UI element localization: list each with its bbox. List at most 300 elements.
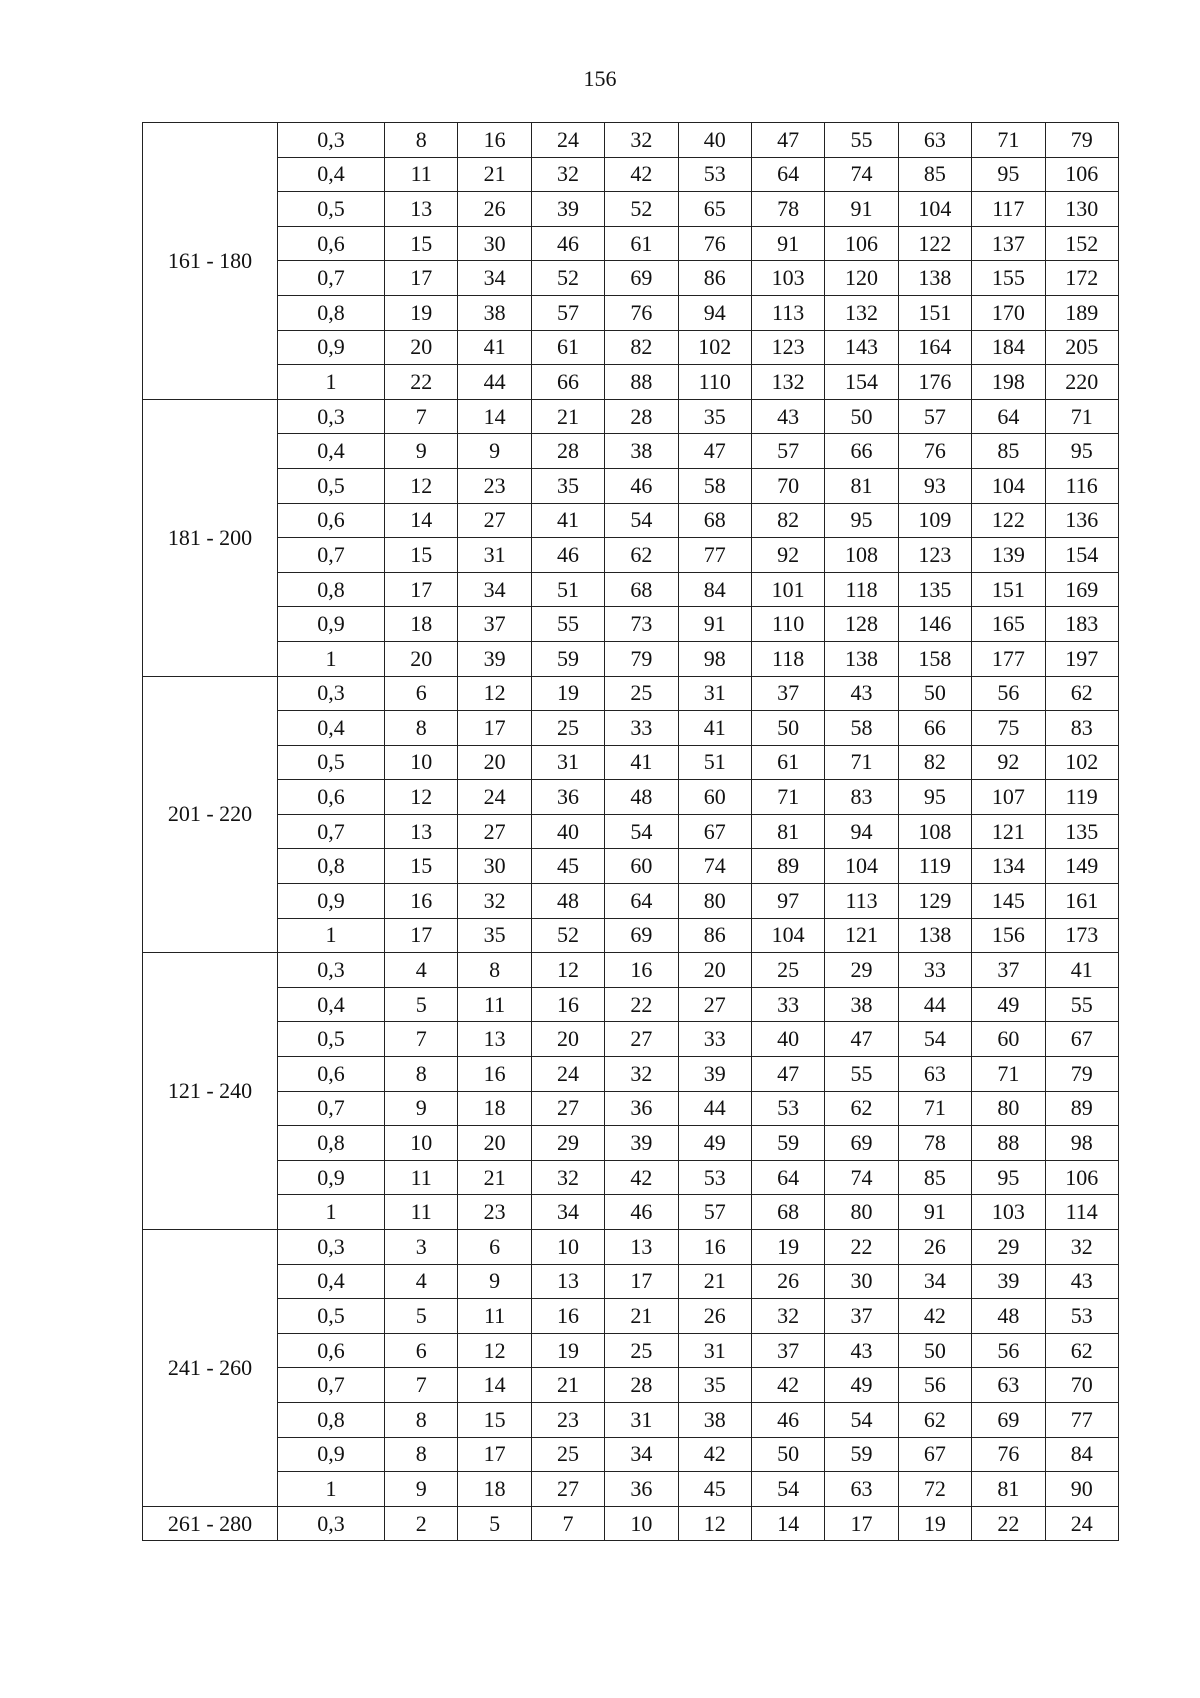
value-cell: 36 [531,780,604,815]
table-row [143,295,1119,330]
value-cell: 173 [1045,918,1118,953]
coefficient-cell: 0,5 [278,468,385,503]
value-cell: 32 [605,1057,678,1092]
value-cell: 7 [385,1368,458,1403]
value-cell: 65 [678,192,751,227]
value-cell: 30 [458,849,531,884]
value-cell: 103 [751,261,824,296]
coefficient-cell: 0,8 [278,295,385,330]
value-cell: 8 [385,1437,458,1472]
value-cell: 31 [678,1333,751,1368]
coefficient-cell: 0,7 [278,1368,385,1403]
value-cell: 43 [825,676,898,711]
value-cell: 18 [458,1091,531,1126]
value-cell: 8 [385,1057,458,1092]
value-cell: 79 [1045,1057,1118,1092]
table-row [143,849,1119,884]
value-cell: 91 [898,1195,971,1230]
value-cell: 50 [751,711,824,746]
value-cell: 34 [458,572,531,607]
value-cell: 67 [678,814,751,849]
value-cell: 27 [458,814,531,849]
value-cell: 81 [751,814,824,849]
value-cell: 22 [972,1506,1045,1541]
value-cell: 18 [385,607,458,642]
table-row [143,399,1119,434]
value-cell: 42 [605,157,678,192]
table-row [143,780,1119,815]
value-cell: 43 [751,399,824,434]
value-cell: 120 [825,261,898,296]
value-cell: 151 [898,295,971,330]
table-row [143,123,1119,158]
value-cell: 78 [751,192,824,227]
value-cell: 9 [385,1091,458,1126]
value-cell: 59 [825,1437,898,1472]
value-cell: 75 [972,711,1045,746]
value-cell: 52 [531,261,604,296]
table-row [143,1299,1119,1334]
value-cell: 110 [751,607,824,642]
table-row [143,365,1119,400]
coefficient-cell: 0,9 [278,1160,385,1195]
value-cell: 12 [458,1333,531,1368]
table-row [143,607,1119,642]
value-cell: 20 [385,641,458,676]
coefficient-cell: 0,6 [278,226,385,261]
value-cell: 39 [605,1126,678,1161]
value-cell: 31 [678,676,751,711]
coefficient-cell: 0,5 [278,745,385,780]
table-row [143,192,1119,227]
value-cell: 11 [458,987,531,1022]
value-cell: 49 [972,987,1045,1022]
value-cell: 89 [1045,1091,1118,1126]
value-cell: 220 [1045,365,1118,400]
value-cell: 110 [678,365,751,400]
value-cell: 135 [1045,814,1118,849]
value-cell: 31 [605,1402,678,1437]
value-cell: 19 [898,1506,971,1541]
value-cell: 17 [825,1506,898,1541]
value-cell: 169 [1045,572,1118,607]
value-cell: 189 [1045,295,1118,330]
value-cell: 69 [972,1402,1045,1437]
value-cell: 16 [458,1057,531,1092]
table-row [143,434,1119,469]
value-cell: 54 [898,1022,971,1057]
value-cell: 82 [751,503,824,538]
value-cell: 138 [898,261,971,296]
value-cell: 10 [385,745,458,780]
value-cell: 132 [751,365,824,400]
coefficient-cell: 0,9 [278,330,385,365]
value-cell: 128 [825,607,898,642]
value-cell: 63 [898,123,971,158]
value-cell: 71 [1045,399,1118,434]
value-cell: 60 [972,1022,1045,1057]
value-cell: 46 [531,538,604,573]
value-cell: 16 [678,1230,751,1265]
table-row [143,1160,1119,1195]
value-cell: 82 [605,330,678,365]
coefficient-cell: 0,3 [278,399,385,434]
value-cell: 13 [605,1230,678,1265]
value-cell: 85 [972,434,1045,469]
value-cell: 57 [898,399,971,434]
value-cell: 95 [972,1160,1045,1195]
value-cell: 17 [605,1264,678,1299]
value-cell: 25 [605,1333,678,1368]
value-cell: 40 [678,123,751,158]
value-cell: 5 [385,1299,458,1334]
value-cell: 88 [972,1126,1045,1161]
coefficient-cell: 1 [278,641,385,676]
value-cell: 36 [605,1472,678,1507]
value-cell: 66 [898,711,971,746]
value-cell: 51 [678,745,751,780]
value-cell: 76 [972,1437,1045,1472]
value-cell: 198 [972,365,1045,400]
table-row [143,468,1119,503]
value-cell: 80 [972,1091,1045,1126]
value-cell: 62 [1045,1333,1118,1368]
coefficient-cell: 1 [278,1472,385,1507]
value-cell: 138 [825,641,898,676]
value-cell: 35 [531,468,604,503]
coefficient-cell: 1 [278,1195,385,1230]
value-cell: 67 [1045,1022,1118,1057]
value-cell: 15 [385,538,458,573]
table-row [143,1402,1119,1437]
value-cell: 9 [458,434,531,469]
value-cell: 71 [972,1057,1045,1092]
value-cell: 32 [605,123,678,158]
table-row [143,1472,1119,1507]
value-cell: 146 [898,607,971,642]
value-cell: 14 [458,1368,531,1403]
value-cell: 17 [458,711,531,746]
coefficient-cell: 0,5 [278,1022,385,1057]
value-cell: 57 [751,434,824,469]
table-row [143,1506,1119,1541]
value-cell: 71 [972,123,1045,158]
value-cell: 24 [458,780,531,815]
value-cell: 95 [972,157,1045,192]
range-cell: 181 - 200 [143,399,278,676]
value-cell: 16 [458,123,531,158]
value-cell: 82 [898,745,971,780]
value-cell: 104 [825,849,898,884]
value-cell: 85 [898,1160,971,1195]
value-cell: 97 [751,884,824,919]
value-cell: 89 [751,849,824,884]
value-cell: 54 [605,814,678,849]
value-cell: 86 [678,918,751,953]
value-cell: 32 [531,1160,604,1195]
value-cell: 98 [678,641,751,676]
value-cell: 86 [678,261,751,296]
value-cell: 52 [531,918,604,953]
value-cell: 46 [605,468,678,503]
value-cell: 32 [458,884,531,919]
value-cell: 143 [825,330,898,365]
value-cell: 52 [605,192,678,227]
value-cell: 107 [972,780,1045,815]
value-cell: 66 [531,365,604,400]
value-cell: 104 [972,468,1045,503]
value-cell: 45 [678,1472,751,1507]
value-cell: 71 [751,780,824,815]
value-cell: 80 [825,1195,898,1230]
value-cell: 24 [531,123,604,158]
value-cell: 104 [898,192,971,227]
coefficient-cell: 0,6 [278,1057,385,1092]
value-cell: 95 [825,503,898,538]
value-cell: 37 [751,676,824,711]
value-cell: 54 [605,503,678,538]
table-row [143,330,1119,365]
coefficient-cell: 0,7 [278,261,385,296]
coefficient-cell: 0,9 [278,607,385,642]
value-cell: 27 [531,1091,604,1126]
value-cell: 72 [898,1472,971,1507]
value-cell: 137 [972,226,1045,261]
value-cell: 50 [825,399,898,434]
value-cell: 91 [751,226,824,261]
value-cell: 7 [531,1506,604,1541]
value-cell: 70 [1045,1368,1118,1403]
value-cell: 31 [458,538,531,573]
value-cell: 11 [385,1195,458,1230]
value-cell: 53 [678,157,751,192]
value-cell: 80 [678,884,751,919]
value-cell: 77 [678,538,751,573]
coefficient-cell: 0,3 [278,1230,385,1265]
value-cell: 62 [605,538,678,573]
value-cell: 106 [1045,157,1118,192]
value-cell: 17 [458,1437,531,1472]
value-cell: 24 [531,1057,604,1092]
coefficient-cell: 0,3 [278,953,385,988]
value-cell: 177 [972,641,1045,676]
value-cell: 12 [385,468,458,503]
table-row [143,918,1119,953]
value-cell: 17 [385,261,458,296]
range-cell: 161 - 180 [143,123,278,400]
value-cell: 8 [385,711,458,746]
range-cell: 241 - 260 [143,1230,278,1507]
value-cell: 102 [678,330,751,365]
value-cell: 19 [531,676,604,711]
value-cell: 55 [825,123,898,158]
value-cell: 19 [751,1230,824,1265]
value-cell: 14 [751,1506,824,1541]
table-row [143,711,1119,746]
value-cell: 9 [385,434,458,469]
value-cell: 46 [605,1195,678,1230]
value-cell: 22 [605,987,678,1022]
value-cell: 152 [1045,226,1118,261]
value-cell: 156 [972,918,1045,953]
value-cell: 184 [972,330,1045,365]
value-cell: 50 [751,1437,824,1472]
value-cell: 51 [531,572,604,607]
value-cell: 101 [751,572,824,607]
coefficient-cell: 0,9 [278,884,385,919]
value-cell: 93 [898,468,971,503]
coefficient-cell: 0,8 [278,1402,385,1437]
value-cell: 14 [385,503,458,538]
value-cell: 60 [678,780,751,815]
coefficient-cell: 0,6 [278,780,385,815]
coefficient-cell: 0,4 [278,1264,385,1299]
value-cell: 20 [458,1126,531,1161]
value-cell: 118 [825,572,898,607]
value-cell: 43 [825,1333,898,1368]
value-cell: 39 [972,1264,1045,1299]
value-cell: 26 [898,1230,971,1265]
coefficient-cell: 1 [278,918,385,953]
coefficient-cell: 0,7 [278,1091,385,1126]
value-cell: 23 [531,1402,604,1437]
coefficient-cell: 0,4 [278,434,385,469]
value-cell: 42 [678,1437,751,1472]
value-cell: 98 [1045,1126,1118,1161]
value-cell: 113 [825,884,898,919]
value-cell: 21 [678,1264,751,1299]
table-row [143,641,1119,676]
value-cell: 59 [751,1126,824,1161]
value-cell: 197 [1045,641,1118,676]
value-cell: 15 [458,1402,531,1437]
value-cell: 20 [531,1022,604,1057]
value-cell: 151 [972,572,1045,607]
value-cell: 16 [385,884,458,919]
value-cell: 9 [458,1264,531,1299]
value-cell: 41 [531,503,604,538]
value-cell: 21 [531,399,604,434]
value-cell: 16 [531,1299,604,1334]
value-cell: 5 [458,1506,531,1541]
coefficient-cell: 0,5 [278,192,385,227]
value-cell: 121 [972,814,1045,849]
value-cell: 38 [605,434,678,469]
value-cell: 85 [898,157,971,192]
value-cell: 76 [678,226,751,261]
value-cell: 92 [751,538,824,573]
coefficient-cell: 0,4 [278,711,385,746]
value-cell: 21 [458,157,531,192]
value-cell: 29 [531,1126,604,1161]
value-cell: 139 [972,538,1045,573]
value-cell: 21 [531,1368,604,1403]
value-cell: 4 [385,1264,458,1299]
value-cell: 47 [678,434,751,469]
value-cell: 164 [898,330,971,365]
value-cell: 27 [531,1472,604,1507]
value-cell: 119 [1045,780,1118,815]
range-cell: 201 - 220 [143,676,278,953]
value-cell: 41 [605,745,678,780]
value-cell: 34 [898,1264,971,1299]
value-cell: 17 [385,572,458,607]
value-cell: 21 [458,1160,531,1195]
value-cell: 47 [751,123,824,158]
value-cell: 13 [458,1022,531,1057]
table-row [143,226,1119,261]
value-cell: 91 [825,192,898,227]
value-cell: 154 [1045,538,1118,573]
value-cell: 8 [458,953,531,988]
value-cell: 71 [898,1091,971,1126]
value-cell: 77 [1045,1402,1118,1437]
value-cell: 16 [531,987,604,1022]
value-cell: 83 [825,780,898,815]
value-cell: 35 [678,399,751,434]
coefficient-cell: 0,8 [278,849,385,884]
value-cell: 57 [531,295,604,330]
value-cell: 6 [385,676,458,711]
value-cell: 44 [678,1091,751,1126]
value-cell: 63 [972,1368,1045,1403]
value-cell: 118 [751,641,824,676]
value-cell: 8 [385,123,458,158]
coefficient-cell: 0,3 [278,123,385,158]
value-cell: 74 [678,849,751,884]
value-cell: 69 [605,918,678,953]
value-cell: 64 [751,157,824,192]
value-cell: 44 [898,987,971,1022]
value-cell: 68 [678,503,751,538]
coefficient-cell: 1 [278,365,385,400]
value-cell: 23 [458,468,531,503]
value-cell: 11 [385,157,458,192]
value-cell: 69 [605,261,678,296]
value-cell: 108 [898,814,971,849]
value-cell: 55 [825,1057,898,1092]
value-cell: 27 [678,987,751,1022]
value-cell: 46 [751,1402,824,1437]
value-cell: 37 [825,1299,898,1334]
data-table [142,122,1119,1541]
value-cell: 28 [605,399,678,434]
value-cell: 20 [385,330,458,365]
value-cell: 165 [972,607,1045,642]
value-cell: 122 [898,226,971,261]
value-cell: 33 [678,1022,751,1057]
value-cell: 35 [678,1368,751,1403]
value-cell: 58 [678,468,751,503]
value-cell: 22 [825,1230,898,1265]
value-cell: 69 [825,1126,898,1161]
value-cell: 3 [385,1230,458,1265]
table-row [143,1333,1119,1368]
value-cell: 117 [972,192,1045,227]
coefficient-cell: 0,3 [278,1506,385,1541]
value-cell: 64 [751,1160,824,1195]
value-cell: 11 [385,1160,458,1195]
value-cell: 154 [825,365,898,400]
coefficient-cell: 0,7 [278,538,385,573]
value-cell: 48 [605,780,678,815]
value-cell: 121 [825,918,898,953]
table-row [143,572,1119,607]
value-cell: 92 [972,745,1045,780]
value-cell: 63 [898,1057,971,1092]
value-cell: 74 [825,1160,898,1195]
value-cell: 172 [1045,261,1118,296]
